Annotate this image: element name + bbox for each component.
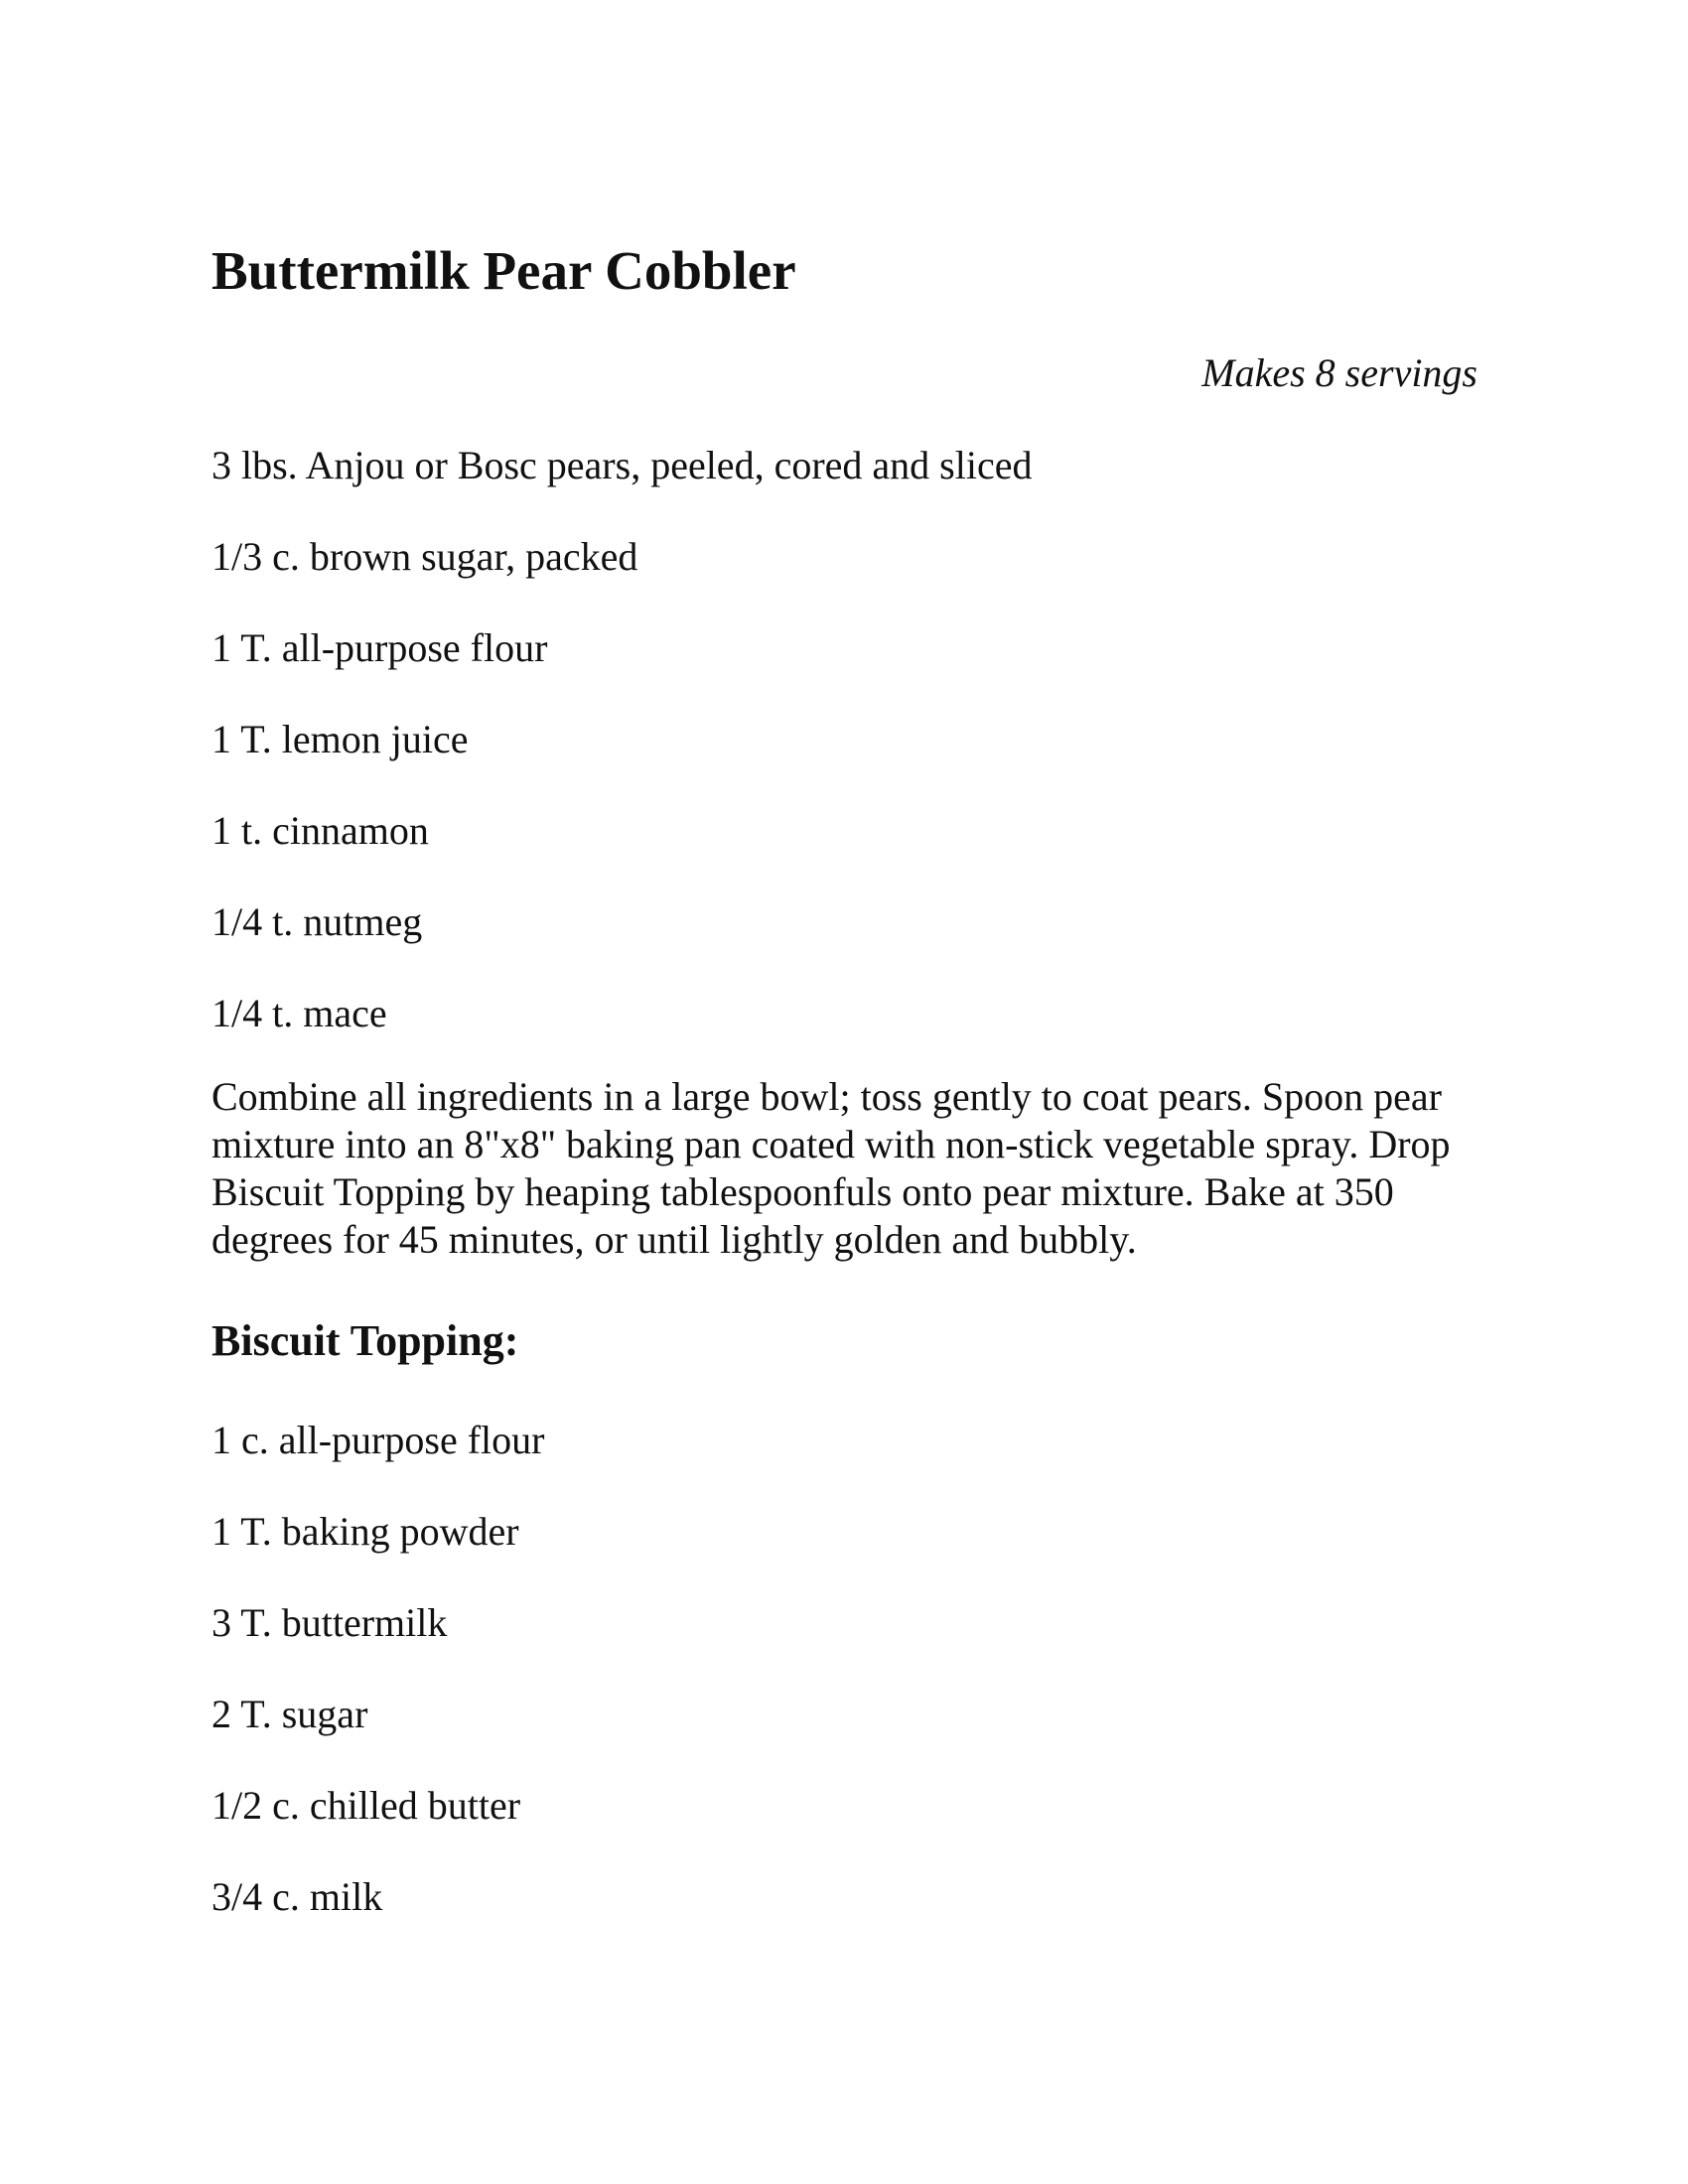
- ingredient-item: 1 t. cinnamon: [211, 808, 429, 853]
- ingredient-item: 1/3 c. brown sugar, packed: [211, 534, 638, 579]
- servings-note: Makes 8 servings: [1201, 350, 1477, 395]
- recipe-title: Buttermilk Pear Cobbler: [211, 240, 796, 301]
- recipe-page: [211, 0, 1477, 2184]
- ingredient-list: [211, 440, 1032, 1079]
- ingredient-item: 1 T. all-purpose flour: [211, 625, 548, 670]
- ingredient-item: 1 T. lemon juice: [211, 717, 469, 761]
- ingredient-item: 1/4 t. nutmeg: [211, 899, 423, 944]
- topping-ingredient-item: 1/2 c. chilled butter: [211, 1783, 521, 1828]
- topping-ingredient-list: [211, 1415, 544, 1963]
- topping-ingredient-item: 1 T. baking powder: [211, 1509, 519, 1554]
- topping-ingredient-item: 2 T. sugar: [211, 1692, 368, 1736]
- topping-heading: Biscuit Topping:: [211, 1316, 519, 1365]
- topping-ingredient-item: 3/4 c. milk: [211, 1874, 383, 1919]
- ingredient-item: 1/4 t. mace: [211, 991, 387, 1035]
- topping-ingredient-item: 1 c. all-purpose flour: [211, 1418, 545, 1462]
- ingredient-item: 3 lbs. Anjou or Bosc pears, peeled, cored and sliced: [211, 443, 1033, 487]
- topping-ingredient-item: 3 T. buttermilk: [211, 1600, 448, 1645]
- instructions-paragraph: Combine all ingredients in a large bowl; toss gently to coat pears. Spoon pear mixture into an 8"x8" baking pan coated with non-stick vegetable spray. Drop Biscuit Topping by heaping tablespoonfuls onto pear mixture. Bake at 350 degrees for 45 minutes, or until lightly golden and bubbly.: [211, 1074, 1451, 1262]
